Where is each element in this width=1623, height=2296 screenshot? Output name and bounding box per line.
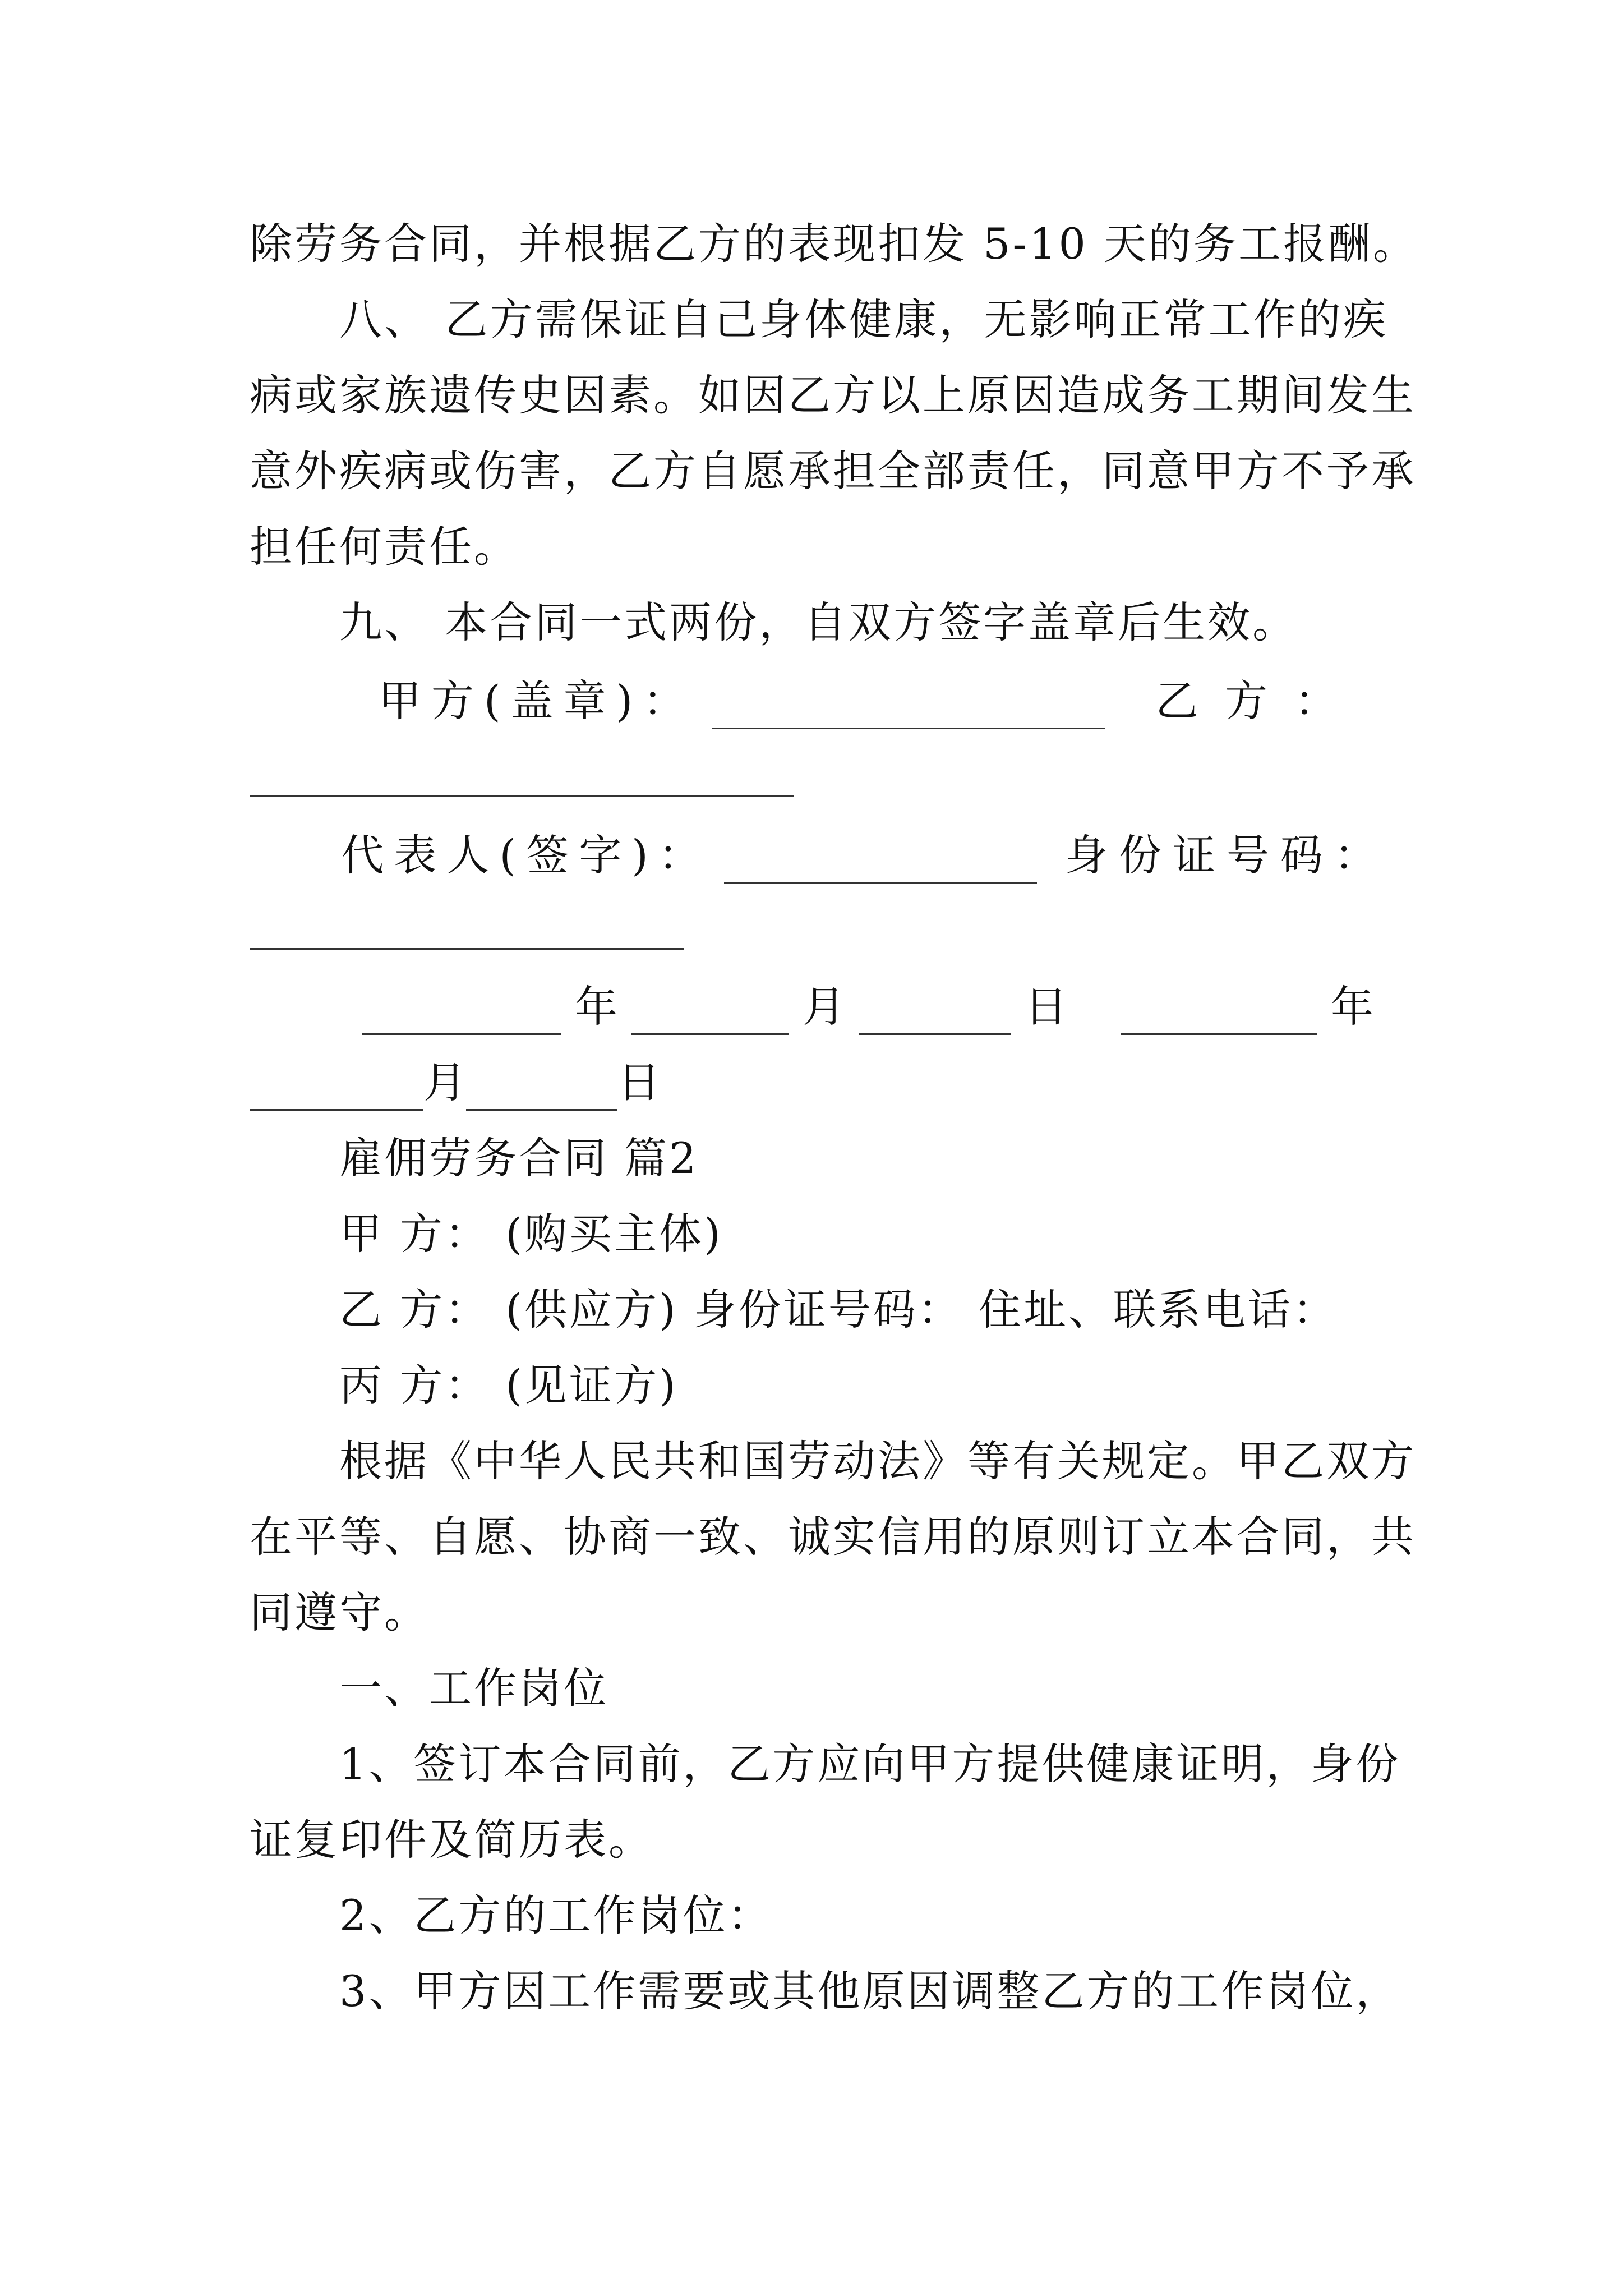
item-line: 证复印件及简历表。 xyxy=(250,1815,653,1865)
party-a-label: 甲方(盖章)： xyxy=(379,676,696,726)
party-a-blank xyxy=(712,688,1105,729)
section-heading: 一、工作岗位 xyxy=(339,1663,608,1713)
paragraph-line: 根据《中华人民共和国劳动法》等有关规定。甲乙双方 xyxy=(339,1436,1416,1486)
id-number-label: 身份证号码： xyxy=(1065,830,1388,880)
text-line: 除劳务合同，并根据乙方的表现扣发 5-10 天的务工报酬。 xyxy=(250,219,1418,269)
id-number-blank xyxy=(250,948,684,950)
year-label: 年 xyxy=(575,982,617,1032)
clause-9-line: 九、 本合同一式两份，自双方签字盖章后生效。 xyxy=(339,597,1298,647)
month-blank-b xyxy=(250,1070,423,1111)
paragraph-line: 同遵守。 xyxy=(250,1588,429,1637)
party-b-line: 乙 方： (供应方) 身份证号码： 住址、联系电话： xyxy=(339,1285,1338,1335)
party-b-label: 乙方： xyxy=(1155,676,1364,726)
signature-row-parties xyxy=(250,673,1388,729)
paragraph-line: 在平等、自愿、协商一致、诚实信用的原则订立本合同，共 xyxy=(250,1512,1416,1562)
text-line: 病或家族遗传史因素。如因乙方以上原因造成务工期间发生 xyxy=(250,370,1416,420)
day-blank-b xyxy=(466,1070,617,1111)
day-label: 日 xyxy=(1025,982,1067,1032)
party-b-blank xyxy=(250,795,794,797)
item-line: 2、乙方的工作岗位： xyxy=(339,1890,773,1940)
signature-row-dates xyxy=(250,979,1388,1035)
representative-label: 代表人(签字)： xyxy=(341,830,711,880)
item-line: 1、签订本合同前，乙方应向甲方提供健康证明，身份 xyxy=(339,1739,1401,1789)
party-a-line: 甲 方： (购买主体) xyxy=(339,1209,723,1259)
text-line: 意外疾病或伤害，乙方自愿承担全部责任，同意甲方不予承 xyxy=(250,446,1416,496)
signature-row-dates-continued xyxy=(250,1055,1388,1111)
signature-row-representative xyxy=(250,827,1388,884)
party-c-line: 丙 方： (见证方) xyxy=(339,1360,678,1410)
representative-blank xyxy=(724,843,1038,884)
day-label: 日 xyxy=(617,1057,660,1107)
text-line: 担任何责任。 xyxy=(250,522,519,572)
clause-8-line: 八、 乙方需保证自己身体健康，无影响正常工作的疾 xyxy=(339,295,1388,344)
year-label: 年 xyxy=(1331,982,1373,1032)
month-blank-a xyxy=(631,994,789,1035)
year-blank-a xyxy=(362,994,561,1035)
section-title: 雇佣劳务合同 篇2 xyxy=(339,1133,699,1183)
item-line: 3、甲方因工作需要或其他原因调整乙方的工作岗位， xyxy=(339,1966,1401,2016)
day-blank-a xyxy=(859,994,1011,1035)
month-label: 月 xyxy=(803,982,845,1032)
month-label: 月 xyxy=(423,1057,466,1107)
year-blank-b xyxy=(1121,994,1317,1035)
